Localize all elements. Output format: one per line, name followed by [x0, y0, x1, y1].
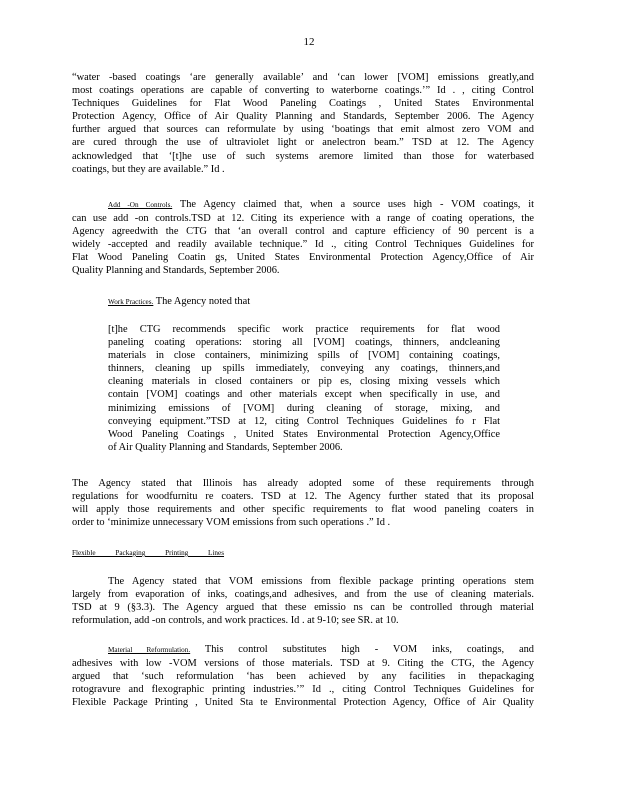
subheading-add-on-controls: Add -On Controls. — [108, 201, 173, 209]
text-span: This control substitutes high - VOM inks, coatings, and — [204, 644, 535, 655]
quote-line: [t]he CTG recommends specific work practice requirements for flat wood — [108, 324, 500, 335]
text-line: “water -based coatings ‘are generally available’ and ‘can lower [VOM] emissions greatly,and — [72, 72, 534, 83]
text-line: TSD at 9 (§3.3). The Agency argued that these emissio ns can be controlled through material — [72, 602, 534, 614]
text-line: The Agency stated that VOM emissions from flexible package printing operations stem — [108, 576, 534, 587]
paragraph-work-practices — [72, 295, 534, 309]
paragraph-water-based-coatings — [72, 71, 534, 176]
quote-line: conveying equipment.”TSD at 12, citing Control Techniques Guidelines fo r Flat — [108, 415, 500, 427]
text-line: rotogravure and flexographic printing industries.’” Id ., citing Control Techniques Guidelines for — [72, 684, 534, 696]
paragraph-illinois — [72, 477, 534, 529]
text-line: Flexible Package Printing , United Sta te Environmental Protection Agency, Office of Air Quality — [72, 697, 534, 709]
text-line: further argued that sources can reformulate by using ‘boatings that emit almost zero VOM and — [72, 124, 534, 136]
page-number: 12 — [303, 36, 315, 48]
paragraph-add-on-controls — [72, 198, 534, 278]
paragraph-flexible-packaging — [72, 575, 534, 627]
paragraph-material-reformulation — [72, 643, 534, 709]
text-line: reformulation, add -on controls, and work practices. Id . at 9-10; see SR. at 10. — [72, 615, 399, 627]
text-line: most coatings operations are capable of converting to waterborne coatings.’” Id . , citing Control — [72, 85, 534, 97]
quote-line: Wood Paneling Coatings , United States Environmental Protection Agency,Office — [108, 428, 500, 440]
section-heading-text: Flexible Packaging Printing Lines — [72, 549, 225, 557]
text-line: Quality Planning and Standards, September 2006. — [72, 265, 280, 277]
text-line: Agency agreedwith the CTG that ‘an overall control and capture efficiency of 90 percent is a — [72, 226, 534, 238]
quote-line: paneling coating operations: storing all [VOM] coatings, thinners, andcleaning — [108, 337, 500, 349]
text-line — [72, 546, 534, 560]
text-line — [72, 295, 534, 309]
quote-line: thinners, cleaning up spills immediately, conveying any coatings, thinners,and — [108, 363, 500, 375]
subheading-material-reformulation: Material Reformulation. — [108, 646, 191, 654]
text-line: will apply those requirements and other specific requirements to flat wood paneling coaters in — [72, 504, 534, 516]
text-line: Protection Agency, Office of Air Quality Planning and Standards, September 2006. The Agency — [72, 111, 534, 123]
text-line: regulations for woodfurnitu re coaters. TSD at 12. The Agency further stated that its proposal — [72, 491, 534, 503]
subheading-work-practices: Work Practices. — [108, 298, 154, 306]
quote-line: contain [VOM] coatings and other materials except when specifically in use, and — [108, 389, 500, 401]
text-line: widely -accepted and readily available technique.” Id ., citing Control Techniques Guidelines for — [72, 239, 534, 251]
block-quote — [108, 323, 500, 454]
text-line: argued that ‘such reformulation ‘has been achieved by any facilities in thepackaging — [72, 671, 534, 683]
text-line: The Agency stated that Illinois has already adopted some of these requirements through — [72, 478, 534, 489]
text-line: can use add -on controls.TSD at 12. Citing its experience with a range of coating operations, the — [72, 213, 534, 225]
text-span: The Agency claimed that, when a source uses high - VOM coatings, it — [179, 199, 534, 210]
text-span: The Agency noted that — [155, 296, 251, 307]
text-line: are cured through the use of ultraviolet light or anelectron beam.” TSD at 12. The Agency — [72, 137, 534, 149]
quote-line: materials in close containers, minimizing spills of [VOM] containing coatings, — [108, 350, 500, 362]
quote-line: minimizing emissions of [VOM] during cleaning of storage, mixing, and — [108, 402, 500, 414]
text-line: acknowledged that ‘[t]he use of such systems aremore limited than those for waterbased — [72, 150, 534, 162]
section-heading-flexible-packaging — [72, 546, 534, 560]
text-line: largely from evaporation of inks, coatings,and adhesives, and from the use of cleaning materials. — [72, 589, 534, 601]
text-line — [72, 198, 534, 212]
text-line: adhesives with low -VOM versions of those materials. TSD at 9. Citing the CTG, the Agency — [72, 658, 534, 670]
quote-line: of Air Quality Planning and Standards, September 2006. — [108, 441, 343, 453]
text-line: Techniques Guidelines for Flat Wood Paneling Coatings , United States Environmental — [72, 98, 534, 110]
text-line: Flat Wood Paneling Coatin gs, United States Environmental Protection Agency,Office of Air — [72, 252, 534, 264]
text-line: coatings, but they are available.” Id . — [72, 163, 225, 175]
text-line: order to ‘minimize unnecessary VOM emissions from such operations .” Id . — [72, 517, 391, 529]
text-line — [72, 643, 534, 657]
quote-line: cleaning materials in closed containers or pip es, closing mixing vessels which — [108, 376, 500, 388]
